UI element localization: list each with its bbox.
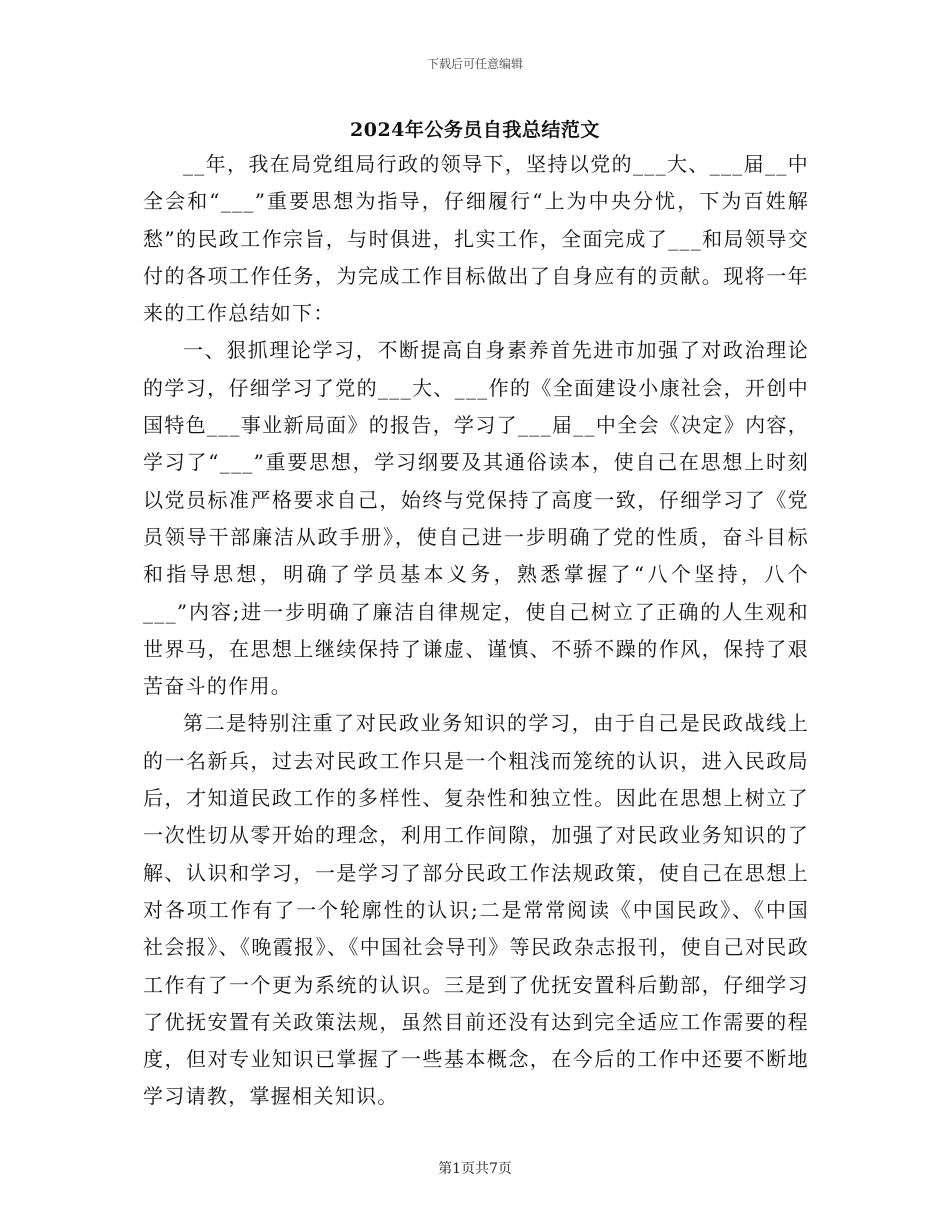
paragraph-theory-study: 一、狠抓理论学习，不断提高自身素养首先进市加强了对政治理论的学习，仔细学习了党的___大、___作的《全面建设小康社会，开创中国特色___事业新局面》的报告，学习了___届__中全会《决定》内容，学习了“___”重要思想，学习纲要及其通俗读本，使自己在思想上时刻以党员标准严格要求自己，始终与党保持了高度一致，仔细学习了《党员领导干部廉洁从政手册》，使自己进一步明确了党的性质，奋斗目标和指导思想，明确了学员基本义务，熟悉掌握了“八个坚持，八个___”内容;进一步明确了廉洁自律规定，使自己树立了正确的人生观和世界马，在思想上继续保持了谦虚、谨慎、不骄不躁的作风，保持了艰苦奋斗的作用。 — [143, 338, 809, 699]
page-footer — [0, 1158, 950, 1178]
document-body — [143, 146, 809, 1116]
paragraph-business-study: 第二是特别注重了对民政业务知识的学习，由于自己是民政战线上的一名新兵，过去对民政工作只是一个粗浅而笼统的认识，进入民政局后，才知道民政工作的多样性、复杂性和独立性。因此在思想上树立了一次性切从零开始的理念，利用工作间隙，加强了对民政业务知识的了解、认识和学习，一是学习了部分民政工作法规政策，使自己在思想上对各项工作有了一个轮廓性的认识;二是常常阅读《中国民政》、《中国社会报》、《晚霞报》、《中国社会导刊》等民政杂志报刊，使自己对民政工作有了一个更为系统的认识。三是到了优抚安置科后勤部，仔细学习了优抚安置有关政策法规，虽然目前还没有达到完全适应工作需要的程度，但对专业知识已掌握了一些基本概念，在今后的工作中还要不断地学习请教，掌握相关知识。 — [143, 711, 809, 1109]
paragraph-intro: __年，我在局党组局行政的领导下，坚持以党的___大、___届__中全会和“___”重要思想为指导，仔细履行“上为中央分忧，下为百姓解愁”的民政工作宗旨，与时俱进，扎实工作，全面完成了___和局领导交付的各项工作任务，为完成工作目标做出了自身应有的贡献。现将一年来的工作总结如下： — [143, 152, 809, 326]
document-title: 2024年公务员自我总结范文 — [350, 119, 600, 141]
page-number: 第1页共7页 — [438, 1161, 512, 1177]
header-note: 下载后可任意编辑 — [426, 57, 523, 71]
